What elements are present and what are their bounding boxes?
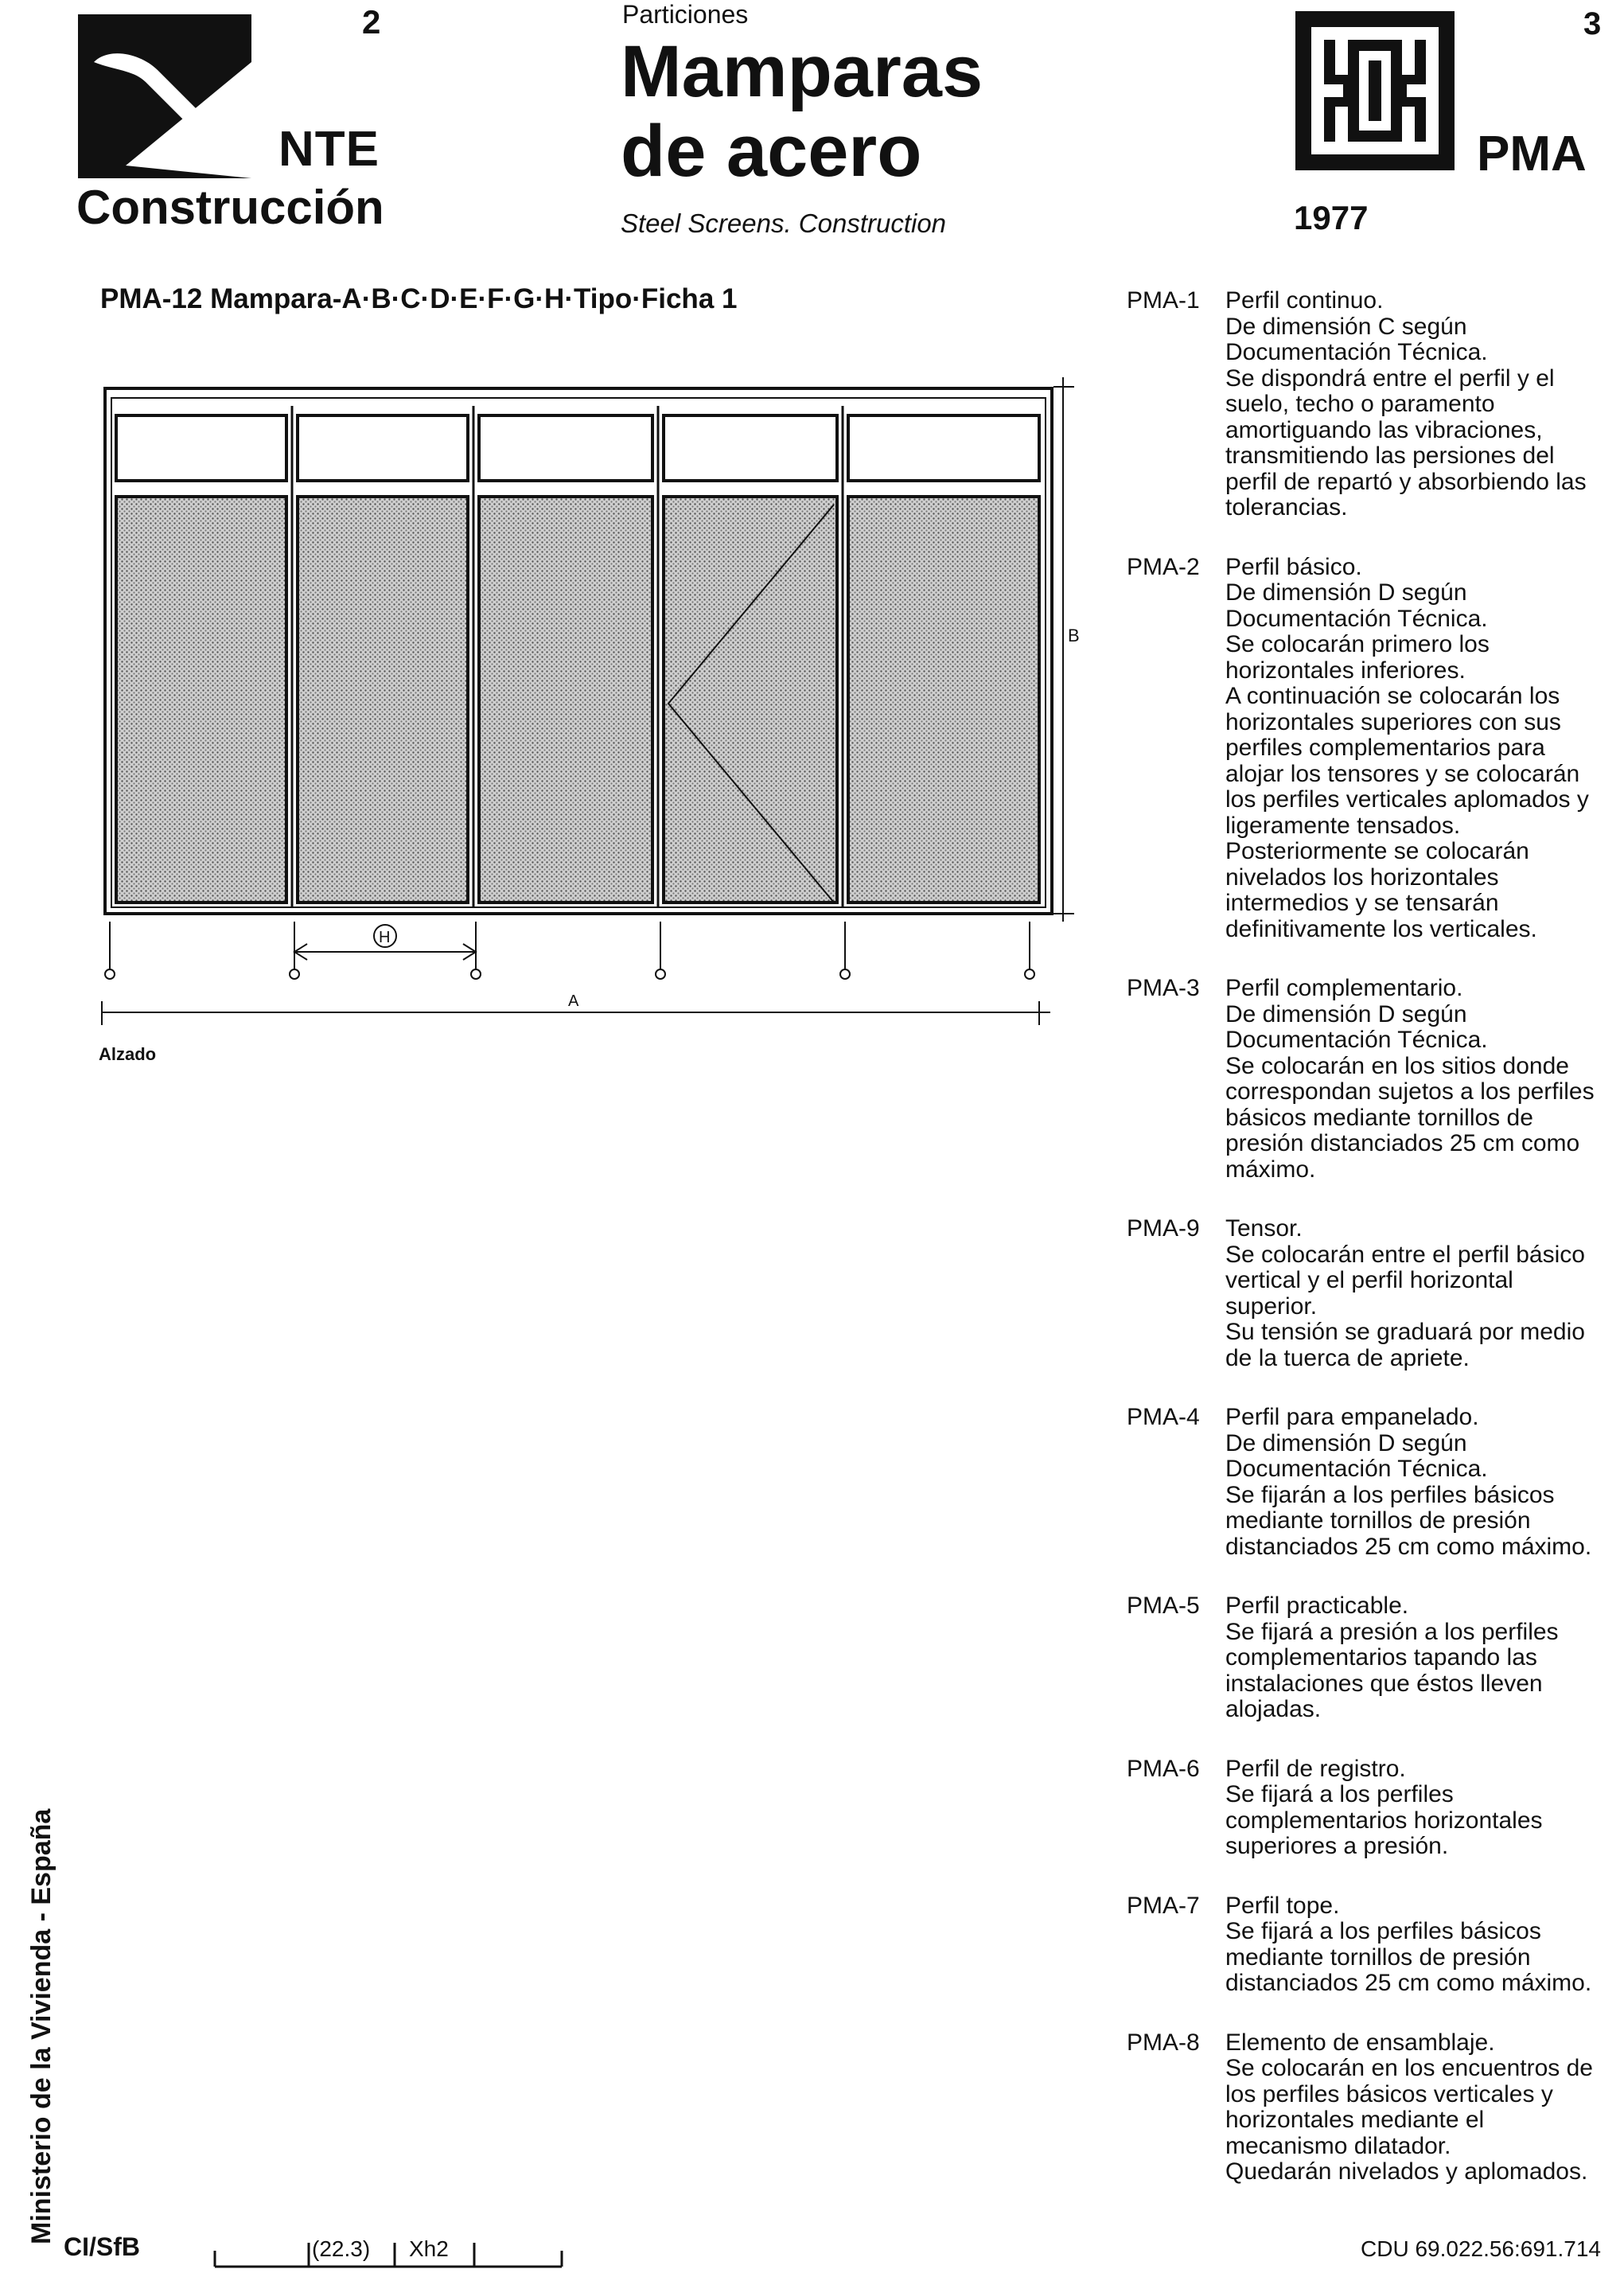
- spec-code: PMA-4: [1127, 1404, 1200, 1430]
- spec-text: Se colocarán entre el perfil básico vertical y el perfil horizontal superior.: [1225, 1241, 1585, 1320]
- document-title-line1: Mamparas: [621, 31, 983, 112]
- spec-text: Se colocarán primero los horizontales inferiores.: [1225, 631, 1490, 684]
- spec-title: Perfil tope.: [1225, 1892, 1340, 1919]
- spec-code: PMA-5: [1127, 1593, 1200, 1619]
- bay-3: [479, 415, 652, 903]
- spec-title: Perfil continuo.: [1225, 287, 1384, 314]
- pma-code: PMA: [1477, 127, 1587, 181]
- spec-item: [1127, 288, 1596, 521]
- ministerio-vertical: [18, 1808, 65, 2244]
- brand-construccion: Construcción: [76, 181, 384, 234]
- spec-code: PMA-9: [1127, 1215, 1200, 1242]
- cdu-code: CDU 69.022.56:691.714: [1361, 2236, 1601, 2261]
- spec-title: Elemento de ensamblaje.: [1225, 2029, 1495, 2056]
- spec-title: Perfil practicable.: [1225, 1593, 1409, 1619]
- spec-text: A continuación se colocarán los horizontales superiores con sus perfiles complementarios para alojar los tensores y se colocarán los perfiles verticales aplomados y ligeramente tensados. Posteriormente se colocarán nivelados los horizontales intermedios y se tensarán definitivamente los verticales.: [1225, 683, 1589, 942]
- spec-body: [1225, 1593, 1596, 1723]
- cisfb-code-1: (22.3): [312, 2236, 371, 2261]
- dimension-a-label: A: [568, 992, 579, 1010]
- document-title-line2: de acero: [621, 111, 922, 192]
- spec-title: Perfil complementario.: [1225, 975, 1463, 1001]
- spec-item: [1127, 1405, 1596, 1560]
- spec-title: Perfil para empanelado.: [1225, 1404, 1479, 1430]
- spec-list: [1127, 288, 1596, 2219]
- spec-text: Se colocarán en los encuentros de los perfiles básicos verticales y horizontales mediante el mecanismo dilatador.: [1225, 2055, 1593, 2159]
- spec-code: PMA-3: [1127, 975, 1200, 1001]
- document-subtitle: Steel Screens. Construction: [621, 209, 947, 238]
- spec-item: [1127, 555, 1596, 943]
- spec-item: [1127, 1216, 1596, 1371]
- spec-text: Se fijarán a los perfiles básicos mediante tornillos de presión distanciados 25 cm como máximo.: [1225, 1481, 1592, 1560]
- spec-body: [1225, 2030, 1596, 2185]
- ministerio-label: Ministerio de la Vivienda - España: [26, 1808, 56, 2244]
- spec-text: Se fijará a los perfiles complementarios horizontales superiores a presión.: [1225, 1781, 1543, 1859]
- spec-text: De dimensión D según Documentación Técnica.: [1225, 1429, 1488, 1482]
- spec-text: Se fijará a presión a los perfiles complementarios tapando las instalaciones que éstos lleven alojadas.: [1225, 1618, 1559, 1722]
- publication-year: 1977: [1294, 199, 1369, 236]
- page-number-right: 3: [1583, 6, 1602, 41]
- dimension-h-label: H: [379, 929, 391, 946]
- section-title: PMA-12 Mampara-A·B·C·D·E·F·G·H·Tipo·Ficha 1: [100, 283, 738, 314]
- spec-text: De dimensión D según Documentación Técnica.: [1225, 1000, 1488, 1053]
- spec-body: [1225, 1893, 1596, 1997]
- spec-text: Se fijará a los perfiles básicos mediante tornillos de presión distanciados 25 cm como máximo.: [1225, 1918, 1592, 1996]
- spec-item: [1127, 1893, 1596, 1997]
- spec-text: De dimensión D según Documentación Técnica.: [1225, 579, 1488, 632]
- spec-item: [1127, 2030, 1596, 2185]
- spec-text: Su tensión se graduará por medio de la tuerca de apriete.: [1225, 1319, 1585, 1371]
- spec-code: PMA-1: [1127, 287, 1200, 314]
- bay-4-door: [664, 415, 837, 903]
- bay-5: [848, 415, 1039, 903]
- spec-body: [1225, 1756, 1596, 1860]
- pma-emblem-icon: [1295, 11, 1455, 170]
- cisfb-code-2: Xh2: [409, 2236, 449, 2261]
- spec-code: PMA-2: [1127, 553, 1200, 580]
- spec-body: [1225, 1216, 1596, 1371]
- category-label: Particiones: [622, 0, 749, 29]
- brand-nte: NTE: [278, 122, 380, 177]
- spec-body: [1225, 555, 1596, 943]
- spec-text: Se colocarán en los sitios donde correspondan sujetos a los perfiles básicos mediante tornillos de presión distanciados 25 cm como máximo.: [1225, 1052, 1595, 1183]
- spec-title: Perfil de registro.: [1225, 1755, 1406, 1782]
- spec-text: Quedarán nivelados y aplomados.: [1225, 2158, 1588, 2185]
- drawing-caption: Alzado: [99, 1044, 157, 1064]
- spec-text: Se dispondrá entre el perfil y el suelo, techo o paramento amortiguando las vibraciones, transmitiendo las persiones del perfil de repartó y absorbiendo las tolerancias.: [1225, 365, 1587, 520]
- cisfb-grid: [213, 2238, 563, 2268]
- spec-text: De dimensión C según Documentación Técnica.: [1225, 313, 1488, 365]
- bay-1: [116, 415, 286, 903]
- spec-body: [1225, 288, 1596, 521]
- page-number-left: 2: [362, 3, 381, 41]
- elevation-drawing: [88, 365, 1090, 1049]
- bay-2: [298, 415, 468, 903]
- spec-body: [1225, 1405, 1596, 1560]
- spec-code: PMA-7: [1127, 1892, 1200, 1919]
- cisfb-label: CI/SfB: [64, 2232, 140, 2261]
- spec-title: Perfil básico.: [1225, 553, 1362, 580]
- spec-item: [1127, 1593, 1596, 1723]
- nte-logo: [78, 14, 251, 178]
- spec-item: [1127, 1756, 1596, 1860]
- spec-item: [1127, 976, 1596, 1183]
- dimension-b-label: B: [1068, 626, 1080, 645]
- spec-code: PMA-8: [1127, 2029, 1200, 2056]
- spec-body: [1225, 976, 1596, 1183]
- spec-code: PMA-6: [1127, 1755, 1200, 1782]
- spec-title: Tensor.: [1225, 1215, 1303, 1242]
